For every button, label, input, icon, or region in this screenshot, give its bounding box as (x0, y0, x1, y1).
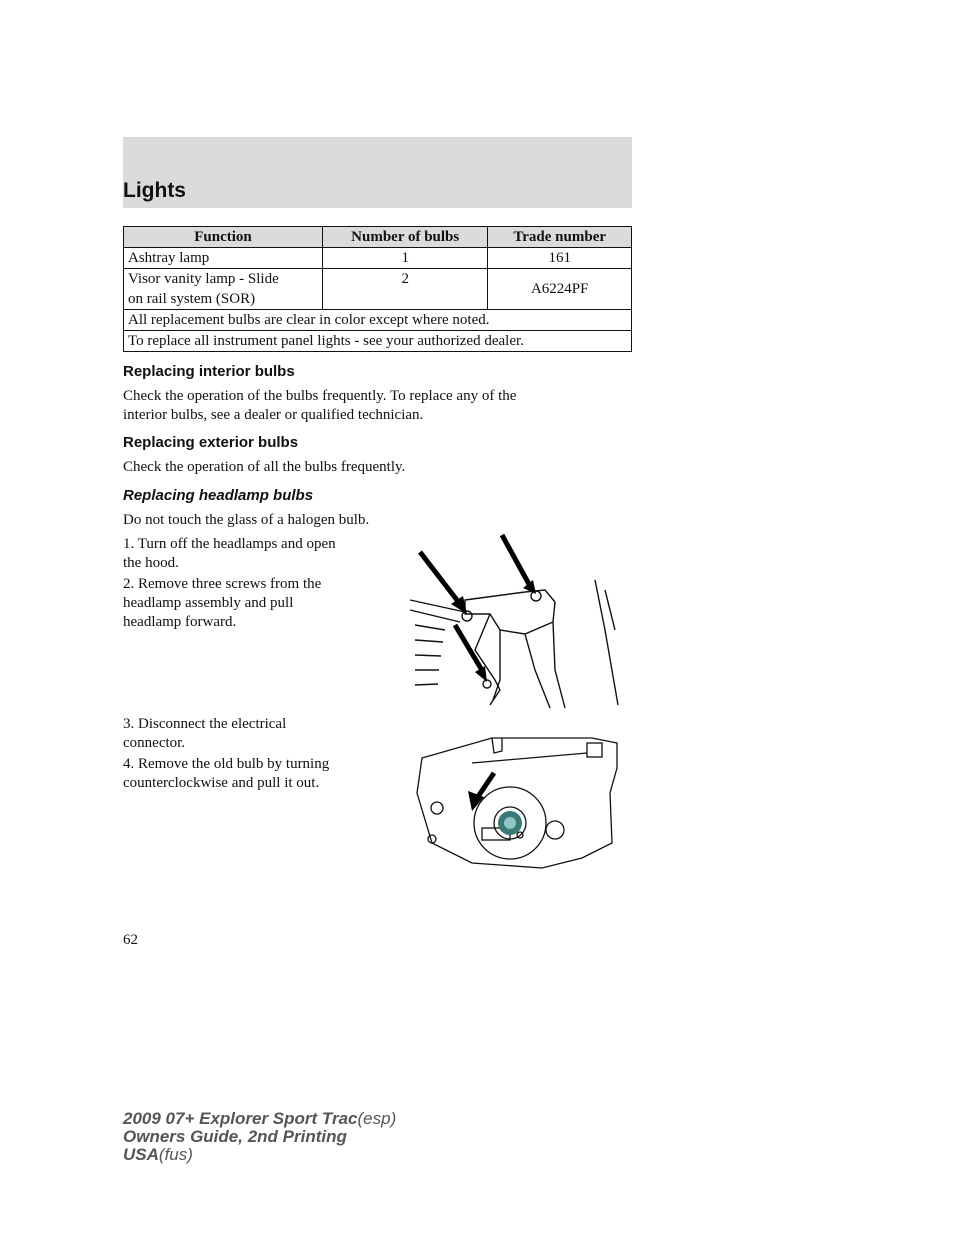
heading-headlamp-bulbs: Replacing headlamp bulbs (123, 487, 314, 504)
cell-trade: A6224PF (488, 269, 632, 310)
cell-function: Ashtray lamp (124, 248, 323, 269)
paragraph-halogen-warning: Do not touch the glass of a halogen bulb. (123, 512, 370, 528)
cell-function-line1: Visor vanity lamp - Slide (128, 271, 279, 287)
table-header-row (124, 227, 632, 248)
table-row (124, 248, 632, 269)
step-2-line3: headlamp forward. (123, 614, 237, 630)
step-3-line2: connector. (123, 735, 186, 751)
footer-market-code: (fus) (158, 1145, 193, 1164)
col-header-count: Number of bulbs (323, 227, 488, 248)
cell-count: 2 (323, 269, 488, 310)
footer-model: 2009 07+ Explorer Sport Trac (123, 1109, 358, 1128)
cell-function-line2: on rail system (SOR) (128, 291, 256, 307)
paragraph-interior-line2: interior bulbs, see a dealer or qualified technician. (123, 407, 424, 423)
paragraph-interior (123, 387, 516, 425)
step-1-line1: 1. Turn off the headlamps and open (123, 536, 336, 552)
step-1-line2: the hood. (123, 555, 179, 571)
table-note-row (124, 310, 632, 331)
step-4-line1: 4. Remove the old bulb by turning (123, 756, 330, 772)
table-note-row (124, 331, 632, 352)
paragraph-exterior: Check the operation of all the bulbs frequently. (123, 459, 406, 475)
footer-printing: Owners Guide, 2nd Printing (123, 1127, 347, 1146)
cell-trade: 161 (488, 248, 632, 269)
step-4 (123, 755, 329, 793)
table-row (124, 269, 632, 310)
headlamp-screws-illustration (405, 530, 620, 710)
step-3-line1: 3. Disconnect the electrical (123, 716, 287, 732)
document-footer (123, 1110, 396, 1164)
section-header-band (123, 137, 632, 208)
heading-interior-bulbs: Replacing interior bulbs (123, 363, 295, 380)
step-2-line1: 2. Remove three screws from the (123, 576, 322, 592)
footer-model-code: (esp) (357, 1109, 397, 1128)
headlamp-bulb-illustration (412, 733, 622, 871)
paragraph-interior-line1: Check the operation of the bulbs frequently. To replace any of the (123, 388, 517, 404)
heading-exterior-bulbs: Replacing exterior bulbs (123, 434, 299, 451)
footer-market: USA (123, 1145, 159, 1164)
bulb-table (123, 226, 632, 352)
col-header-function: Function (124, 227, 323, 248)
step-2-line2: headlamp assembly and pull (123, 595, 294, 611)
cell-function (124, 269, 323, 310)
step-1 (123, 535, 336, 573)
note-clear-color: All replacement bulbs are clear in color except where noted. (124, 310, 632, 331)
step-4-line2: counterclockwise and pull it out. (123, 775, 320, 791)
note-instrument-panel: To replace all instrument panel lights - see your authorized dealer. (124, 331, 632, 352)
col-header-trade: Trade number (488, 227, 632, 248)
page-number: 62 (123, 932, 138, 948)
section-title: Lights (123, 179, 186, 202)
cell-count: 1 (323, 248, 488, 269)
step-2 (123, 575, 321, 632)
step-3 (123, 715, 286, 753)
